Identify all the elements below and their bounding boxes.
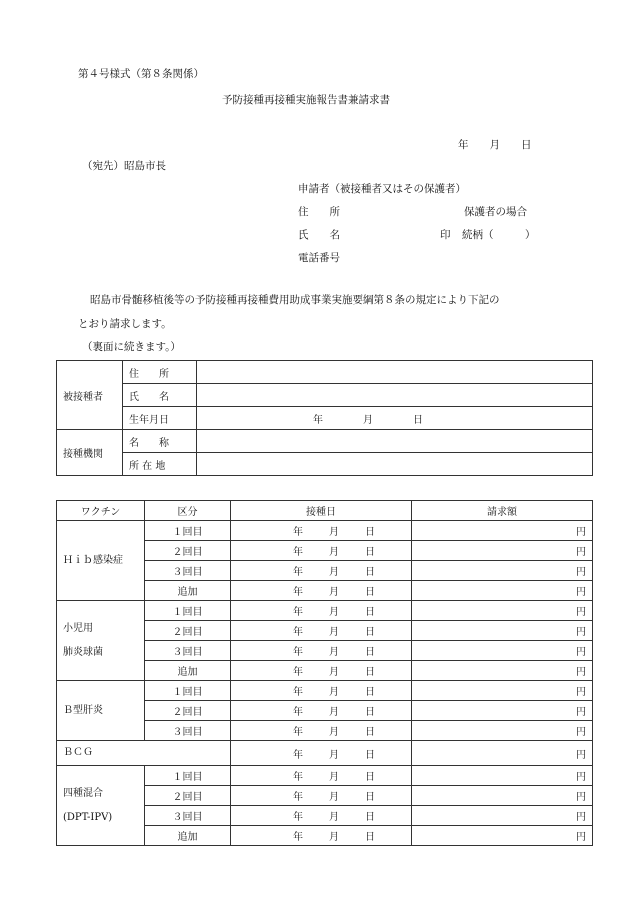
vaccination-date-input[interactable]: [231, 641, 412, 661]
amount-input[interactable]: 円: [412, 601, 593, 621]
relation-field: 続柄（ ）: [462, 229, 536, 241]
seal-mark: 印: [440, 229, 451, 241]
dose-label: １回目: [145, 601, 231, 621]
applicant-label: 申請者（被接種者又はその保護者）: [298, 183, 466, 195]
page-title: 予防接種再接種実施報告書兼請求書: [222, 94, 390, 106]
dose-label: ２回目: [145, 541, 231, 561]
vaccination-date-input[interactable]: [231, 521, 412, 541]
amount-input[interactable]: 円: [412, 721, 593, 741]
vaccination-date-input[interactable]: [231, 701, 412, 721]
facility-location-label: 所 在 地: [123, 453, 197, 476]
birthdate-input[interactable]: [197, 407, 593, 430]
dose-label: １回目: [145, 521, 231, 541]
date-unit-y: 年: [293, 772, 303, 783]
header-date: 接種日: [231, 501, 412, 521]
amount-input[interactable]: 円: [412, 681, 593, 701]
dose-label: 追加: [145, 661, 231, 681]
date-unit-m: 月: [329, 749, 339, 761]
date-unit-m: 月: [329, 727, 339, 738]
amount-input[interactable]: 円: [412, 561, 593, 581]
vaccination-date-input[interactable]: [231, 541, 412, 561]
name-input[interactable]: [197, 384, 593, 407]
header-vaccine: ワクチン: [57, 501, 145, 521]
vaccination-date-input[interactable]: [231, 826, 412, 846]
guardian-case-note: 保護者の場合: [464, 206, 527, 218]
date-unit-m: 月: [329, 607, 339, 618]
amount-input[interactable]: 円: [412, 766, 593, 786]
date-unit-y: 年: [293, 667, 303, 678]
amount-input[interactable]: 円: [412, 806, 593, 826]
date-unit-y: 年: [293, 647, 303, 658]
vaccine-name: [57, 601, 145, 681]
date-unit-y: 年: [293, 547, 303, 558]
dose-label: ２回目: [145, 701, 231, 721]
vaccination-date-input[interactable]: [231, 621, 412, 641]
vaccination-date-input[interactable]: [231, 741, 412, 766]
recipient-label: 被接種者: [57, 361, 123, 430]
date-unit-d: 日: [365, 607, 375, 618]
vaccination-date-input[interactable]: [231, 681, 412, 701]
date-unit-m: 月: [329, 627, 339, 638]
amount-input[interactable]: 円: [412, 621, 593, 641]
date-unit-d: 日: [365, 547, 375, 558]
birth-day-unit: 日: [413, 414, 423, 426]
birth-month-unit: 月: [363, 414, 373, 426]
vaccine-name-line: (DPT-IPV): [63, 811, 113, 823]
birth-year-unit: 年: [313, 414, 323, 426]
vaccine-name-line: 肺炎球菌: [63, 646, 103, 658]
date-unit-m: 月: [329, 667, 339, 678]
dose-label: ３回目: [145, 721, 231, 741]
vaccine-name-line: ＢＣＧ: [63, 747, 93, 758]
vaccine-name: [57, 521, 145, 601]
date-unit-y: 年: [293, 627, 303, 638]
dose-label: ２回目: [145, 621, 231, 641]
date-unit-d: 日: [365, 707, 375, 718]
address-label: 住 所: [123, 361, 197, 384]
dose-label: 追加: [145, 581, 231, 601]
addressee: （宛先）昭島市長: [82, 160, 166, 172]
date-unit-d: 日: [365, 832, 375, 843]
date-unit-m: 月: [329, 772, 339, 783]
header-category: 区分: [145, 501, 231, 521]
date-unit-d: 日: [365, 627, 375, 638]
vaccine-table: [56, 500, 593, 846]
info-table: [56, 360, 593, 476]
back-note: （裏面に続きます。）: [82, 341, 181, 353]
date-unit-y: 年: [293, 812, 303, 823]
date-unit-y: 年: [293, 587, 303, 598]
table-row: [57, 521, 593, 541]
date-unit-d: 日: [365, 812, 375, 823]
date-unit-m: 月: [329, 707, 339, 718]
date-unit-d: 日: [365, 567, 375, 578]
amount-input[interactable]: 円: [412, 521, 593, 541]
table-row: [57, 741, 593, 766]
date-unit-d: 日: [365, 647, 375, 658]
amount-input[interactable]: 円: [412, 581, 593, 601]
date-unit-d: 日: [365, 749, 375, 761]
date-unit-m: 月: [329, 812, 339, 823]
applicant-address-label: 住 所: [298, 206, 340, 218]
facility-location-input[interactable]: [197, 453, 593, 476]
date-unit-m: 月: [329, 792, 339, 803]
date-unit-d: 日: [365, 772, 375, 783]
date-unit-m: 月: [329, 567, 339, 578]
date-unit-d: 日: [365, 527, 375, 538]
date-unit-y: 年: [293, 749, 303, 761]
address-input[interactable]: [197, 361, 593, 384]
dose-label: １回目: [145, 681, 231, 701]
date-unit-d: 日: [365, 687, 375, 698]
date-unit-m: 月: [329, 832, 339, 843]
header-amount: 請求額: [412, 501, 593, 521]
vaccine-name: [57, 741, 231, 766]
date-line: 年 月 日: [458, 139, 532, 151]
vaccination-date-input[interactable]: [231, 766, 412, 786]
amount-input[interactable]: 円: [412, 826, 593, 846]
date-unit-y: 年: [293, 792, 303, 803]
phone-label: 電話番号: [298, 252, 340, 264]
date-unit-y: 年: [293, 607, 303, 618]
dose-label: ３回目: [145, 561, 231, 581]
date-unit-d: 日: [365, 792, 375, 803]
date-unit-d: 日: [365, 727, 375, 738]
date-unit-m: 月: [329, 687, 339, 698]
birthdate-label: 生年月日: [123, 407, 197, 430]
vaccination-date-input[interactable]: [231, 601, 412, 621]
vaccine-name: [57, 681, 145, 741]
vaccine-name-line: 小児用: [63, 622, 93, 634]
vaccine-name: [57, 766, 145, 846]
vaccine-name-line: 四種混合: [63, 787, 103, 799]
date-unit-m: 月: [329, 647, 339, 658]
amount-input[interactable]: 円: [412, 701, 593, 721]
table-row: [57, 601, 593, 621]
date-unit-y: 年: [293, 707, 303, 718]
amount-input[interactable]: 円: [412, 641, 593, 661]
date-unit-m: 月: [329, 527, 339, 538]
date-unit-m: 月: [329, 547, 339, 558]
vaccine-name-line: Ｂ型肝炎: [63, 704, 103, 716]
date-unit-y: 年: [293, 832, 303, 843]
applicant-name-label: 氏 名: [298, 229, 340, 241]
vaccination-date-input[interactable]: [231, 561, 412, 581]
vaccination-date-input[interactable]: [231, 661, 412, 681]
facility-label: 接種機関: [57, 430, 123, 476]
date-unit-m: 月: [329, 587, 339, 598]
amount-input[interactable]: 円: [412, 661, 593, 681]
date-unit-d: 日: [365, 667, 375, 678]
facility-name-input[interactable]: [197, 430, 593, 453]
date-unit-d: 日: [365, 587, 375, 598]
vaccination-date-input[interactable]: [231, 786, 412, 806]
dose-label: ３回目: [145, 641, 231, 661]
vaccine-name-line: Ｈｉｂ感染症: [63, 554, 123, 566]
date-unit-y: 年: [293, 567, 303, 578]
dose-label: １回目: [145, 766, 231, 786]
table-row: [57, 766, 593, 786]
dose-label: ３回目: [145, 806, 231, 826]
date-unit-y: 年: [293, 527, 303, 538]
date-unit-y: 年: [293, 727, 303, 738]
facility-name-label: 名 称: [123, 430, 197, 453]
vaccination-date-input[interactable]: [231, 721, 412, 741]
body-text-line2: とおり請求します。: [78, 318, 172, 330]
body-text-line1: 昭島市骨髄移植後等の予防接種再接種費用助成事業実施要綱第８条の規定により下記の: [90, 294, 500, 306]
form-id: 第４号様式（第８条関係）: [78, 68, 204, 80]
vaccination-date-input[interactable]: [231, 806, 412, 826]
name-label: 氏 名: [123, 384, 197, 407]
dose-label: 追加: [145, 826, 231, 846]
amount-input[interactable]: 円: [412, 741, 593, 766]
dose-label: ２回目: [145, 786, 231, 806]
vaccination-date-input[interactable]: [231, 581, 412, 601]
amount-input[interactable]: 円: [412, 541, 593, 561]
amount-input[interactable]: 円: [412, 786, 593, 806]
date-unit-y: 年: [293, 687, 303, 698]
table-row: [57, 681, 593, 701]
